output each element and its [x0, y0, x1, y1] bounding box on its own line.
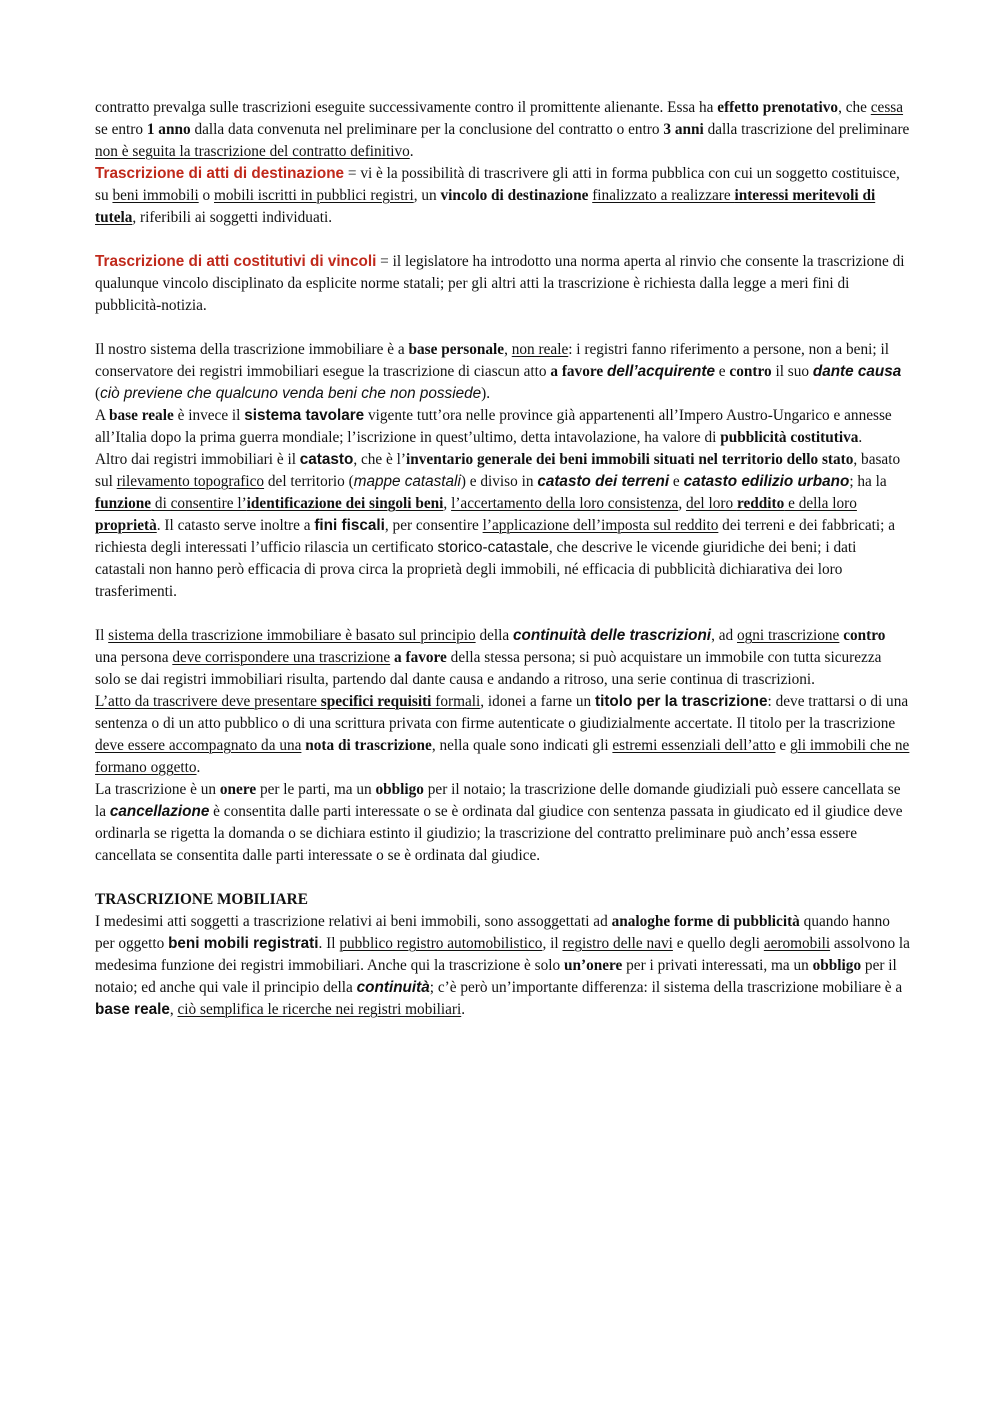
paragraph-spacer [95, 317, 910, 339]
bold-italic-text: continuità delle trascrizioni [513, 627, 712, 644]
bold-text: obbligo [375, 781, 424, 798]
bold-sans-text: sistema tavolare [244, 407, 365, 424]
underlined-text: cessa [870, 99, 904, 116]
bold-text: un’onere [563, 957, 623, 974]
bold-italic-text: catasto dei terreni [537, 473, 670, 490]
underlined-text: non reale [511, 341, 569, 358]
paragraph-effetto-prenotativo: contratto prevalga sulle trascrizioni eseguite successivamente contro il promittente alienante. Essa ha effetto prenotativo, che cessa se entro 1 anno dalla data convenuta nel preliminare per la conclusione del contratto o entro 3 anni dalla trascrizione del preliminare non è seguita la trascrizione del contratto definitivo. [95, 99, 910, 160]
italic-text: ciò previene che qualcuno venda beni che non possiede [100, 385, 482, 402]
section-heading-red: Trascrizione di atti di destinazione [95, 165, 345, 182]
underlined-text: aeromobili [763, 935, 831, 952]
bold-text: a favore [394, 649, 447, 666]
underlined-text: ciò semplifica le ricerche nei registri mobiliari [177, 1001, 462, 1018]
bold-underlined-text: specifici requisiti [320, 693, 432, 710]
underlined-text: di consentire l’ [151, 495, 247, 512]
underlined-text: ogni trascrizione [736, 627, 840, 644]
bold-italic-text: catasto edilizio urbano [683, 473, 850, 490]
bold-text: vincolo di destinazione [440, 187, 589, 204]
sans-text: storico-catastale [437, 539, 549, 556]
paragraph-spacer [95, 603, 910, 625]
bold-text: pubblicità costitutiva [720, 429, 859, 446]
underlined-text: pubblico registro automobilistico [339, 935, 543, 952]
paragraph-trascrizione-mobiliare: I medesimi atti soggetti a trascrizione relativi ai beni immobili, sono assoggettati ad analoghe forme di pubblicità quando hanno per oggetto beni mobili registrati. Il pubblico registro automobilistico, il registro delle navi e quello degli aeromobili assolvono la medesima funzione dei registri immobiliari. Anche qui la trascrizione è solo un’onere per i privati interessati, ma un obbligo per il notaio; ed anche qui vale il principio della continuità; c’è però un’importante differenza: il sistema della trascrizione mobiliare è a base reale, ciò semplifica le ricerche nei registri mobiliari. [95, 913, 910, 1018]
bold-text: effetto prenotativo [717, 99, 839, 116]
bold-text: a favore [550, 363, 604, 380]
bold-italic-text: dante causa [812, 363, 902, 380]
bold-text: 1 anno [146, 121, 191, 138]
section-title-trascrizione-mobiliare: TRASCRIZIONE MOBILIARE [95, 891, 308, 908]
bold-italic-text: dell’acquirente [607, 363, 715, 380]
paragraph-continuita: Il sistema della trascrizione immobiliare è basato sul principio della continuità delle trascrizioni, ad ogni trascrizione contro una persona deve corrispondere una trascrizione a favore della stessa persona; si può acquistare un immobile con tutta sicurezza solo se dai registri immobiliari risulta, partendo dal dante causa e andando a ritroso, una serie continua di trascrizioni. [95, 627, 886, 688]
underlined-text: finalizzato a realizzare [592, 187, 735, 204]
bold-text: onere [219, 781, 257, 798]
underlined-text: gli immobili che ne formano oggetto [95, 737, 910, 776]
bold-italic-text: cancellazione [109, 803, 210, 820]
underlined-text: mobili iscritti in pubblici registri [214, 187, 414, 204]
underlined-text: rilevamento topografico [116, 473, 265, 490]
paragraph-base-personale: Il nostro sistema della trascrizione immobiliare è a base personale, non reale: i registri fanno riferimento a persone, non a beni; il conservatore dei registri immobiliari esegue la trascrizione di ciascun atto a favore dell’acquirente e contro il suo dante causa (ciò previene che qualcuno venda beni che non possiede). [95, 341, 902, 402]
bold-sans-text: titolo per la trascrizione [594, 693, 768, 710]
bold-text: contro [729, 363, 772, 380]
bold-text: inventario generale dei beni immobili situati nel territorio dello stato [406, 451, 854, 468]
bold-text: analoghe forme di pubblicità [611, 913, 800, 930]
underlined-text: beni immobili [112, 187, 199, 204]
bold-text: base personale [408, 341, 505, 358]
paragraph-requisiti: L’atto da trascrivere deve presentare specifici requisiti formali, idonei a farne un titolo per la trascrizione: deve trattarsi o di una sentenza o di un atto pubblico o di una scrittura privata con firme autenticate o giudizialmente accertate. Il titolo per la trascrizione deve essere accompagnato da una nota di trascrizione, nella quale sono indicati gli estremi essenziali dell’atto e gli immobili che ne formano oggetto. [95, 693, 910, 776]
underlined-text: deve corrispondere una trascrizione [172, 649, 391, 666]
paragraph-sistema-tavolare: A base reale è invece il sistema tavolare vigente tutt’ora nelle province già appartenenti all’Impero Austro-Ungarico e annesse all’Italia dopo la prima guerra mondiale; l’iscrizione in quest’ultimo, detta intavolazione, ha valore di pubblicità costitutiva. [95, 407, 892, 446]
paragraph-spacer [95, 229, 910, 251]
bold-text: 3 anni [663, 121, 704, 138]
underlined-text: formali [431, 693, 481, 710]
underlined-text: sistema della trascrizione immobiliare è basato sul principio [108, 627, 476, 644]
bold-underlined-text: proprietà [95, 517, 157, 534]
bold-sans-text: beni mobili registrati [168, 935, 319, 952]
paragraph-catasto: Altro dai registri immobiliari è il catasto, che è l’inventario generale dei beni immobili situati nel territorio dello stato, basato sul rilevamento topografico del territorio (mappe catastali) e diviso in catasto dei terreni e catasto edilizio urbano; ha la funzione di consentire l’identificazione dei singoli beni, l’accertamento della loro consistenza, del loro reddito e della loro proprietà. Il catasto serve inoltre a fini fiscali, per consentire l’applicazione dell’imposta sul reddito dei terreni e dei fabbricati; a richiesta degli interessati l’ufficio rilascia un certificato storico-catastale, che descrive le vicende giuridiche dei beni; i dati catastali non hanno però efficacia di prova circa la proprietà degli immobili, né efficacia di pubblicità dichiarativa dei loro trasferimenti. [95, 451, 901, 600]
underlined-text: L’atto da trascrivere deve presentare [95, 693, 321, 710]
section-heading-red: Trascrizione di atti costitutivi di vincoli [95, 253, 377, 270]
bold-underlined-text: interessi meritevoli di tutela [95, 187, 876, 226]
bold-italic-text: continuità [356, 979, 430, 996]
italic-text: mappe catastali [353, 473, 461, 490]
paragraph-cancellazione: La trascrizione è un onere per le parti, ma un obbligo per il notaio; la trascrizione delle domande giudiziali può essere cancellata se la cancellazione è consentita dalle parti interessate o se è ordinata dal giudice con sentenza passata in giudicato ed il giudice deve ordinarla se rigetta la domanda o se dichiara estinto il giudizio; la trascrizione del contratto preliminare può anch’essa essere cancellata se consentita dalle parti interessate o se è ordinata dal giudice. [95, 781, 903, 864]
underlined-text: non è seguita la trascrizione del contratto definitivo [95, 143, 410, 160]
paragraph-atti-costitutivi: Trascrizione di atti costitutivi di vincoli = il legislatore ha introdotto una norma aperta al rinvio che consente la trascrizione di qualunque vincolo disciplinato da esplicite norme statali; per gli altri atti la trascrizione è richiesta dalla legge a meri fini di pubblicità-notizia. [95, 253, 905, 314]
underlined-text: l’accertamento della loro consistenza [451, 495, 679, 512]
underlined-text: del loro [685, 495, 737, 512]
bold-text: base reale [109, 407, 174, 424]
paragraph-atti-di-destinazione: Trascrizione di atti di destinazione = vi è la possibilità di trascrivere gli atti in forma pubblica con cui un soggetto costituisce, su beni immobili o mobili iscritti in pubblici registri, un vincolo di destinazione finalizzato a realizzare interessi meritevoli di tutela, riferibili ai soggetti individuati. [95, 165, 900, 226]
bold-sans-text: base reale [95, 1001, 170, 1018]
bold-text: nota di trascrizione [305, 737, 432, 754]
underlined-text: registro delle navi [562, 935, 673, 952]
underlined-text: e della loro [784, 495, 857, 512]
paragraph-spacer [95, 867, 910, 889]
bold-underlined-text: identificazione dei singoli beni [246, 495, 444, 512]
bold-sans-text: fini fiscali [314, 517, 385, 534]
bold-underlined-text: reddito [736, 495, 785, 512]
bold-underlined-text: funzione [95, 495, 152, 512]
bold-sans-text: catasto [299, 451, 354, 468]
underlined-text: estremi essenziali dell’atto [612, 737, 776, 754]
document-page [95, 97, 910, 1021]
bold-text: obbligo [812, 957, 862, 974]
bold-text: contro [843, 627, 886, 644]
underlined-text: l’applicazione dell’imposta sul reddito [482, 517, 719, 534]
underlined-text: deve essere accompagnato da una [95, 737, 302, 754]
